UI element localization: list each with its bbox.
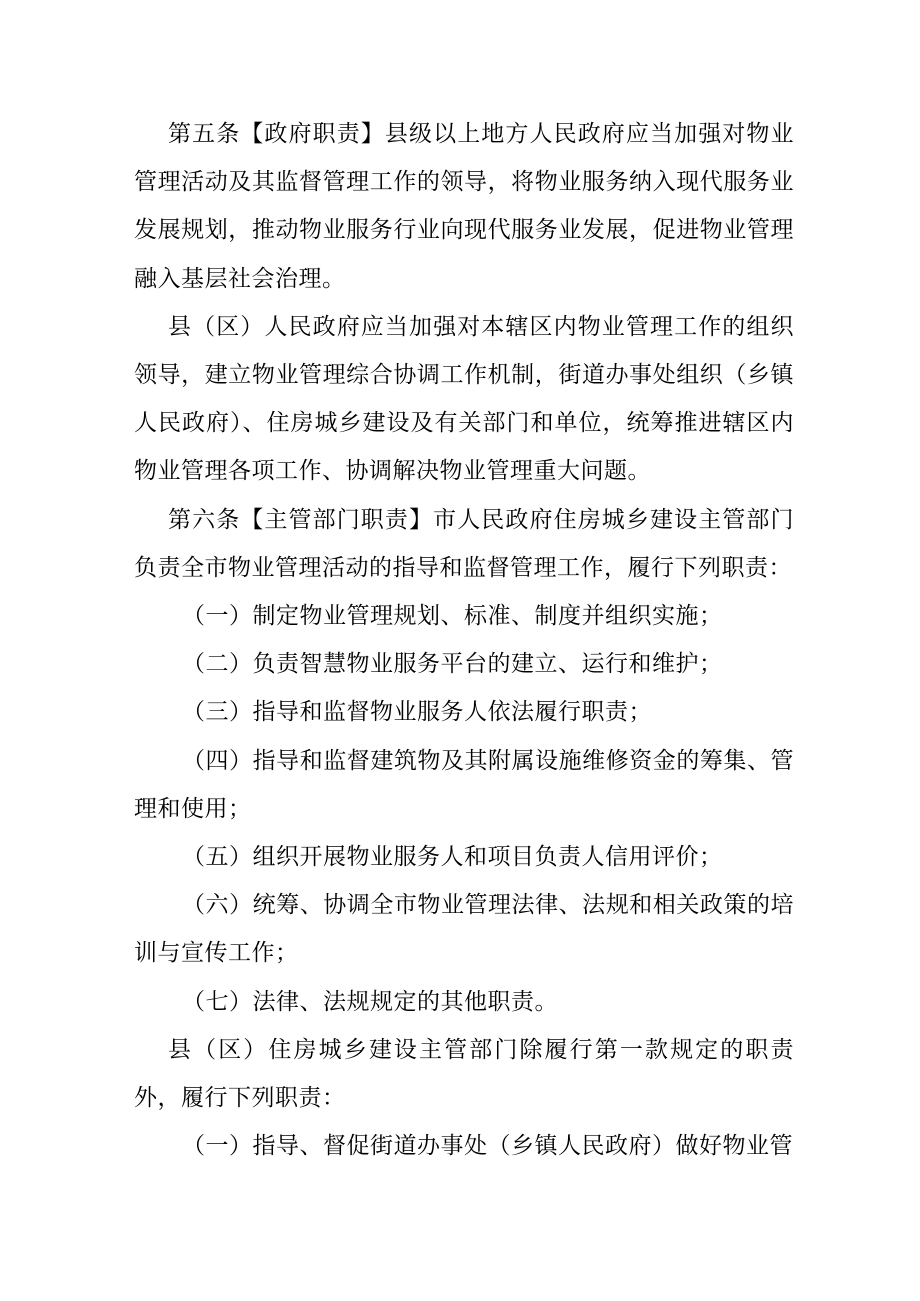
document-body [134,110,794,1170]
list-item-duty-5: （五）组织开展物业服务人和项目负责人信用评价； [182,844,723,871]
paragraph-article-6: 第六条【主管部门职责】市人民政府住房城乡建设主管部门负责全市物业管理活动的指导和监督管理工作，履行下列职责： [134,506,794,581]
list-item-county-duty-1: （一）指导、督促街道办事处（乡镇人民政府）做好物业管 [182,1133,793,1160]
list-item-duty-4: （四）指导和监督建筑物及其附属设施维修资金的筹集、管理和使用； [134,747,794,822]
list-item-duty-2: （二）负责智慧物业服务平台的建立、运行和维护； [182,651,723,678]
list-item-duty-3: （三）指导和监督物业服务人依法履行职责； [182,699,652,726]
paragraph-article-5: 第五条【政府职责】县级以上地方人民政府应当加强对物业管理活动及其监督管理工作的领导，将物业服务纳入现代服务业发展规划，推动物业服务行业向现代服务业发展，促进物业管理融入基层社会治理。 [134,121,794,292]
paragraph-county-department: 县（区）住房城乡建设主管部门除履行第一款规定的职责外，履行下列职责： [134,1036,794,1112]
list-item-duty-7: （七）法律、法规规定的其他职责。 [182,988,558,1015]
list-item-duty-1: （一）制定物业管理规划、标准、制度并组织实施； [182,603,723,630]
list-item-duty-6: （六）统筹、协调全市物业管理法律、法规和相关政策的培训与宣传工作； [134,892,794,967]
paragraph-county-government: 县（区）人民政府应当加强对本辖区内物业管理工作的组织领导，建立物业管理综合协调工作机制，街道办事处组织（乡镇人民政府）、住房城乡建设及有关部门和单位，统筹推进辖区内物业管理各项工作、协调解决物业管理重大问题。 [134,313,794,485]
